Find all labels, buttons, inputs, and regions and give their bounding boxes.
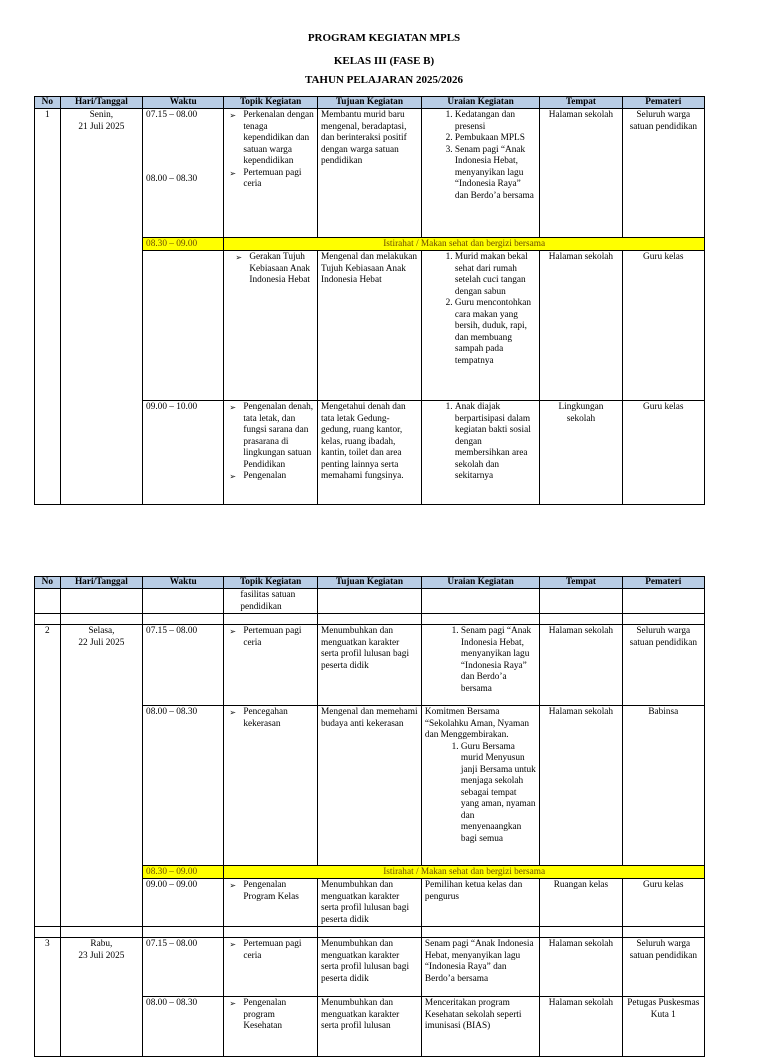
goal-cell: Mengetahui denah dan tata letak Gedung-gedung, ruang kantor, kelas, ruang ibadah, kantin, toilet dan area penting lainnya serta memahami fungsinya. — [317, 401, 421, 505]
description-cell — [421, 625, 539, 706]
topic-cell — [224, 401, 318, 505]
time-slot: 08.00 – 08.30 — [143, 706, 224, 866]
topic-item: ➢ Pertemuan pagi ceria — [243, 939, 314, 962]
description-item: 1. Anak diajak berpartisipasi dalam kegiatan bakti sosial dengan membersihkan area sekolah dan sekitarnya — [455, 402, 536, 483]
day-date: 21 Juli 2025 — [78, 121, 125, 132]
speaker-cell: Guru kelas — [622, 401, 704, 505]
description-cell — [421, 109, 539, 238]
column-header: Hari/Tanggal — [60, 97, 142, 109]
description-item: 2. Guru mencontohkan cara makan yang bersih, duduk, rapi, dan membuang sampah pada tempatnya — [455, 298, 536, 367]
column-header: Tujuan Kegiatan — [317, 97, 421, 109]
class-subtitle: KELAS III (FASE B) — [333, 55, 435, 67]
column-header: No — [35, 97, 61, 109]
table-row — [35, 625, 705, 706]
document-title: PROGRAM KEGIATAN MPLS — [307, 32, 461, 44]
day-name: Senin, — [89, 110, 114, 120]
place-cell: Halaman sekolah — [540, 109, 622, 238]
column-header: Tempat — [540, 577, 622, 589]
time-slot: 09.00 – 09.00 — [143, 879, 224, 927]
speaker-cell: Petugas Puskesmas Kuta 1 — [622, 997, 704, 1057]
table-header-row — [35, 97, 705, 109]
column-header: Waktu — [143, 97, 224, 109]
goal-cell: Menumbuhkan dan menguatkan karakter serta profil lulusan bagi peserta didik — [317, 879, 421, 927]
break-label: Istirahat / Makan sehat dan bergizi bersama — [224, 238, 705, 251]
day-date: 22 Juli 2025 — [78, 637, 125, 648]
description-cell: Pemilihan ketua kelas dan pengurus — [421, 879, 539, 927]
description-cell — [421, 706, 539, 866]
break-label: Istirahat / Makan sehat dan bergizi bersama — [224, 866, 705, 879]
topic-cell — [224, 251, 318, 401]
goal-cell: Menumbuhkan dan menguatkan karakter serta profil lulusan bagi peserta didik — [317, 938, 421, 997]
topic-item: ➢ Pengenalan Program Kelas — [243, 880, 314, 903]
column-header: Tujuan Kegiatan — [317, 577, 421, 589]
topic-cell — [224, 938, 318, 997]
column-header: Pemateri — [622, 577, 704, 589]
column-header: Pemateri — [622, 97, 704, 109]
topic-item: ➢ Perkenalan dengan tenaga kependidikan dan satuan warga kependidikan — [243, 110, 314, 168]
day-date-cell — [60, 625, 142, 927]
time-cell — [143, 109, 224, 238]
place-cell: Halaman sekolah — [540, 625, 622, 706]
place-cell: Halaman sekolah — [540, 997, 622, 1057]
table-header-row — [35, 577, 705, 589]
day-number: 2 — [35, 625, 61, 927]
break-time: 08.30 – 09.00 — [143, 238, 224, 251]
table-row — [35, 109, 705, 238]
column-header: Uraian Kegiatan — [421, 97, 539, 109]
goal-cell: Mengenal dan melakukan Tujuh Kebiasaan Anak Indonesia Hebat — [317, 251, 421, 401]
topic-item: ➢ Gerakan Tujuh Kebiasaan Anak Indonesia Hebat — [249, 252, 314, 287]
topic-item: ➢ Pertemuan pagi ceria — [243, 626, 314, 649]
column-header: Topik Kegiatan — [224, 97, 318, 109]
time-slot: 07.15 – 08.00 — [143, 625, 224, 706]
day-date-cell — [60, 938, 142, 1057]
day-number: 3 — [35, 938, 61, 1057]
topic-item: ➢ Pencegahan kekerasan — [243, 707, 314, 730]
column-header: Hari/Tanggal — [60, 577, 142, 589]
time-slot: 07.15 – 08.00 — [146, 110, 198, 120]
table-row — [35, 589, 705, 614]
spacer-row — [35, 927, 705, 938]
goal-cell: Menumbuhkan dan menguatkan karakter serta profil lulusan bagi peserta didik — [317, 625, 421, 706]
topic-cell — [224, 625, 318, 706]
description-item: 3. Senam pagi “Anak Indonesia Hebat, menyanyikan lagu “Indonesia Raya” dan Berdo’a bersama — [455, 145, 536, 203]
description-cell: Menceritakan program Kesehatan sekolah seperti imunisasi (BIAS) — [421, 997, 539, 1057]
time-cell — [143, 251, 224, 401]
schedule-table-1 — [34, 96, 705, 505]
goal-cell: Membantu murid baru mengenal, beradaptasi, dan berinteraksi positif dengan warga satuan pendidikan — [317, 109, 421, 238]
description-item: 1. Senam pagi “Anak Indonesia Hebat, menyanyikan lagu “Indonesia Raya” dan Berdo’a bersama — [461, 626, 536, 695]
topic-item: ➢ Pengenalan denah, tata letak, dan fungsi sarana dan prasarana di lingkungan satuan Pendidikan — [243, 402, 314, 471]
topic-cell — [224, 589, 318, 614]
description-item: 1. Murid makan bekal sehat dari rumah setelah cuci tangan dengan sabun — [455, 252, 536, 298]
time-slot: 09.00 – 10.00 — [143, 401, 224, 505]
topic-cell — [224, 109, 318, 238]
column-header: Uraian Kegiatan — [421, 577, 539, 589]
speaker-cell: Seluruh warga satuan pendidikan — [622, 625, 704, 706]
day-number: 1 — [35, 109, 61, 505]
schedule-table-2 — [34, 576, 705, 1057]
topic-item: ➢ Pengenalan program Kesehatan — [243, 998, 314, 1033]
day-date: 23 Juli 2025 — [78, 950, 125, 961]
time-slot: 07.15 – 08.00 — [143, 938, 224, 997]
time-slot: 08.00 – 08.30 — [143, 997, 224, 1057]
spacer-row — [35, 614, 705, 625]
topic-cell — [224, 997, 318, 1057]
description-cell — [421, 251, 539, 401]
column-header: No — [35, 577, 61, 589]
topic-item: ➢ Pertemuan pagi ceria — [243, 168, 314, 191]
speaker-cell: Guru kelas — [622, 879, 704, 927]
place-cell: Halaman sekolah — [540, 706, 622, 866]
description-item: 2. Pembukaan MPLS — [455, 133, 536, 145]
goal-cell: Mengenal dan memehami budaya anti kekerasan — [317, 706, 421, 866]
description-item: 1. Guru Bersama murid Menyusun janji Bersama untuk menjaga sekolah sebagai tempat yang aman, nyaman dan menyenaangkan bagi semua — [461, 742, 536, 846]
day-date-cell — [60, 109, 142, 505]
speaker-cell: Babinsa — [622, 706, 704, 866]
topic-item: fasilitas satuan pendidikan — [240, 590, 296, 612]
topic-cell — [224, 879, 318, 927]
place-cell: Halaman sekolah — [540, 251, 622, 401]
description-item: 1. Kedatangan dan presensi — [455, 110, 536, 133]
day-name: Rabu, — [90, 939, 113, 949]
column-header: Waktu — [143, 577, 224, 589]
day-name: Selasa, — [88, 626, 115, 636]
time-slot: 08.00 – 08.30 — [146, 173, 198, 184]
description-intro: Komitmen Bersama “Sekolahku Aman, Nyaman dan Menggembirakan. — [424, 707, 529, 740]
speaker-cell: Guru kelas — [622, 251, 704, 401]
description-cell — [421, 401, 539, 505]
topic-cell — [224, 706, 318, 866]
break-time: 08.30 – 09.00 — [143, 866, 224, 879]
speaker-cell: Seluruh warga satuan pendidikan — [622, 938, 704, 997]
place-cell: Halaman sekolah — [540, 938, 622, 997]
column-header: Topik Kegiatan — [224, 577, 318, 589]
description-cell: Senam pagi “Anak Indonesia Hebat, menyanyikan lagu “Indonesia Raya” dan Berdo’a bersama — [421, 938, 539, 997]
topic-item: ➢ Pengenalan — [243, 471, 314, 483]
year-subtitle: TAHUN PELAJARAN 2025/2026 — [304, 74, 464, 86]
speaker-cell: Seluruh warga satuan pendidikan — [622, 109, 704, 238]
goal-cell: Menumbuhkan dan menguatkan karakter serta profil lulusan — [317, 997, 421, 1057]
place-cell: Lingkungan sekolah — [540, 401, 622, 505]
column-header: Tempat — [540, 97, 622, 109]
place-cell: Ruangan kelas — [540, 879, 622, 927]
table-row — [35, 938, 705, 997]
